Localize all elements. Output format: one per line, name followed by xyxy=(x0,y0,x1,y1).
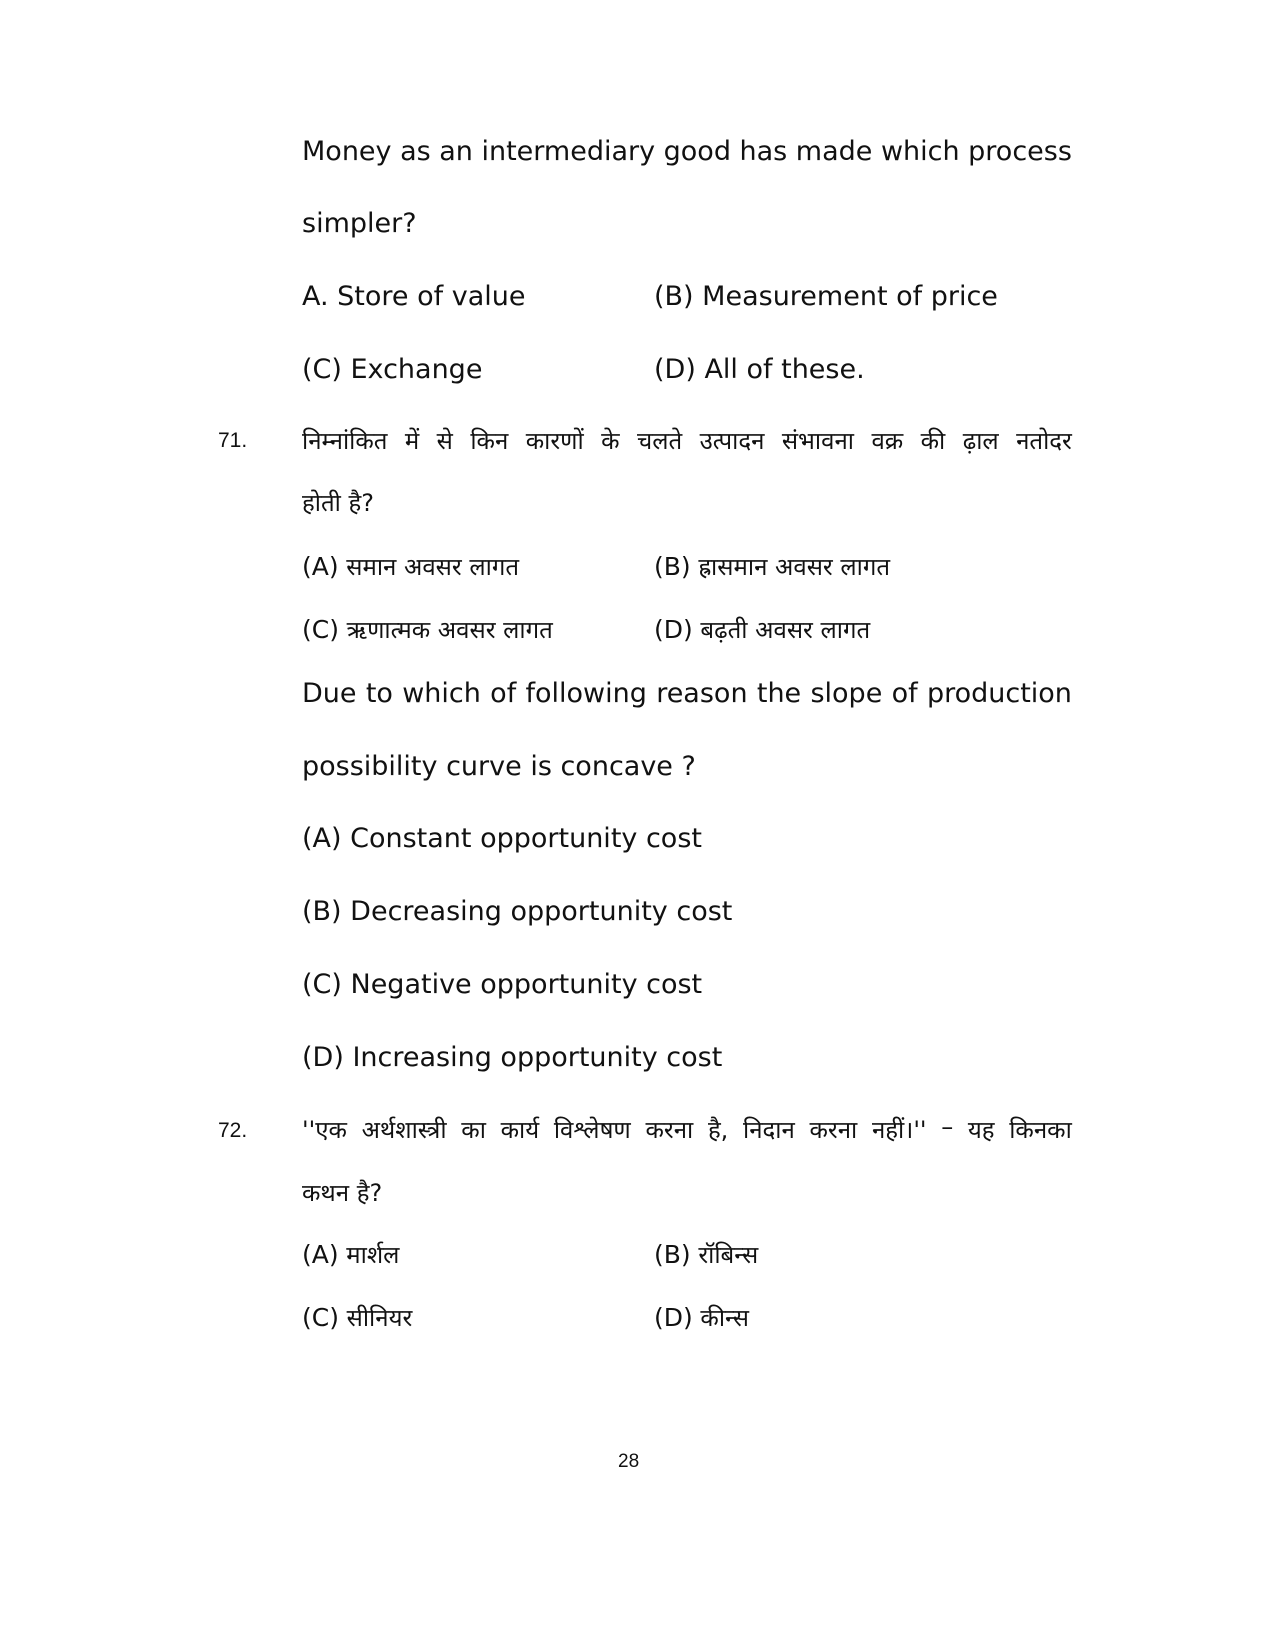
q72-question-hi-line2: कथन है? xyxy=(302,1179,383,1207)
q71-option-b-en: (B) Decreasing opportunity cost xyxy=(302,896,733,927)
word: Money xyxy=(302,136,392,167)
word: production xyxy=(926,678,1072,709)
q72-option-d xyxy=(654,1301,749,1334)
word: करना xyxy=(809,1116,858,1144)
option-text: सीनियर xyxy=(346,1304,413,1332)
q72-option-c xyxy=(302,1301,412,1334)
word: ढ़ाल xyxy=(962,427,999,455)
word: निदान xyxy=(742,1116,795,1144)
word: as xyxy=(400,136,431,167)
word: process xyxy=(968,136,1072,167)
word: अर्थशास्त्री xyxy=(361,1116,447,1144)
option-prefix: (B) xyxy=(654,1240,691,1269)
word: में xyxy=(404,427,420,455)
q72-number: 72. xyxy=(218,1119,248,1142)
q71-option-a-hi xyxy=(302,550,519,583)
word: Due xyxy=(302,678,357,709)
q71-option-a-en: (A) Constant opportunity cost xyxy=(302,823,702,854)
q71-question-hi-line2: होती है? xyxy=(302,489,374,517)
q71-option-c-hi xyxy=(302,613,553,646)
word: कारणों xyxy=(525,427,584,455)
q70-option-b: (B) Measurement of price xyxy=(654,281,998,312)
word: reason xyxy=(656,678,748,709)
word: the xyxy=(756,678,802,709)
word: वक्र xyxy=(871,427,904,455)
word: has xyxy=(739,136,788,167)
q71-question-hi-line1 xyxy=(302,424,1072,457)
q71-option-d-hi xyxy=(654,613,870,646)
word: निम्नांकित xyxy=(302,427,388,455)
q72-option-a xyxy=(302,1238,399,1271)
word: of xyxy=(490,678,517,709)
word: good xyxy=(663,136,731,167)
q70-option-d: (D) All of these. xyxy=(654,354,865,385)
word: कार्य xyxy=(500,1116,540,1144)
option-prefix: (A) xyxy=(302,1240,339,1269)
option-prefix: (A) xyxy=(302,552,339,581)
q72-option-b xyxy=(654,1238,758,1271)
word: of xyxy=(891,678,918,709)
q71-option-b-hi xyxy=(654,550,890,583)
word: ''एक xyxy=(302,1116,347,1144)
word: चलते xyxy=(636,427,683,455)
word: following xyxy=(525,678,647,709)
q71-option-d-en: (D) Increasing opportunity cost xyxy=(302,1042,723,1073)
q70-question-en-line2: simpler? xyxy=(302,208,417,239)
word: करना xyxy=(645,1116,694,1144)
q71-option-c-en: (C) Negative opportunity cost xyxy=(302,969,703,1000)
q70-option-c: (C) Exchange xyxy=(302,354,483,385)
option-text: कीन्स xyxy=(700,1304,750,1332)
word: slope xyxy=(810,678,883,709)
option-text: ऋणात्मक अवसर लागत xyxy=(346,616,553,644)
q71-number: 71. xyxy=(218,429,248,452)
word: – xyxy=(941,1113,954,1141)
option-prefix: (D) xyxy=(654,615,693,644)
q70-option-a: A. Store of value xyxy=(302,281,526,312)
word: नतोदर xyxy=(1016,427,1072,455)
q71-question-en-line1 xyxy=(302,678,1072,709)
word: का xyxy=(461,1116,486,1144)
option-prefix: (D) xyxy=(654,1303,693,1332)
word: उत्पादन xyxy=(699,427,765,455)
word: which xyxy=(402,678,481,709)
word: है, xyxy=(707,1116,729,1144)
word: नहीं।'' xyxy=(871,1116,927,1144)
option-text: मार्शल xyxy=(346,1241,400,1269)
q72-question-hi-line1 xyxy=(302,1113,1072,1146)
option-prefix: (B) xyxy=(654,552,691,581)
option-prefix: (C) xyxy=(302,615,339,644)
word: विश्लेषण xyxy=(553,1116,631,1144)
word: to xyxy=(365,678,393,709)
word: intermediary xyxy=(481,136,656,167)
option-text: समान अवसर लागत xyxy=(346,553,520,581)
word: किन xyxy=(470,427,509,455)
word: के xyxy=(601,427,620,455)
page-number: 28 xyxy=(618,1451,640,1472)
word: an xyxy=(439,136,473,167)
q71-question-en-line2: possibility curve is concave ? xyxy=(302,751,696,782)
word: किनका xyxy=(1009,1116,1072,1144)
option-text: ह्रासमान अवसर लागत xyxy=(698,553,891,581)
q70-question-en-line1 xyxy=(302,136,1072,167)
word: संभावना xyxy=(781,427,855,455)
word: की xyxy=(920,427,946,455)
option-text: बढ़ती अवसर लागत xyxy=(700,616,871,644)
word: से xyxy=(436,427,453,455)
option-text: रॉबिन्स xyxy=(698,1241,759,1269)
option-prefix: (C) xyxy=(302,1303,339,1332)
word: which xyxy=(880,136,960,167)
word: यह xyxy=(967,1116,995,1144)
word: made xyxy=(795,136,873,167)
